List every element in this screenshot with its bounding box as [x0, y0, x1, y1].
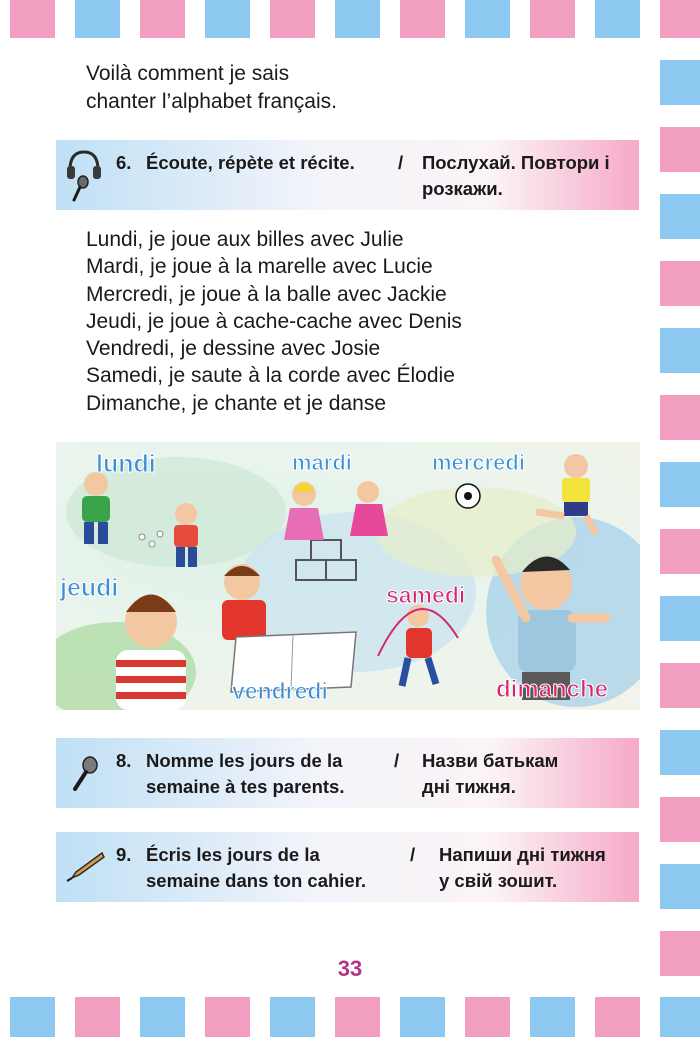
page-number: 33 — [337, 956, 363, 981]
task-6-banner — [56, 140, 639, 210]
border-square — [10, 997, 55, 1037]
microphone-icon — [70, 756, 100, 799]
task-9-instruction-fr-1: Écris les jours de la — [146, 844, 320, 865]
headphones-microphone-icon — [66, 148, 102, 209]
border-square — [660, 395, 700, 440]
label-mercredi: mercredi — [432, 450, 525, 475]
border-square — [270, 997, 315, 1037]
poem-line: Samedi, je saute à la corde avec Élodie — [86, 364, 455, 388]
top-border — [0, 0, 700, 38]
task-9-separator: / — [410, 844, 416, 865]
task-6-number: 6. — [116, 152, 132, 173]
border-square — [205, 997, 250, 1037]
border-square — [660, 730, 700, 775]
pen-icon — [64, 850, 106, 889]
border-square — [660, 797, 700, 842]
border-square — [10, 0, 55, 38]
days-of-week-illustration — [56, 442, 640, 710]
border-square — [75, 997, 120, 1037]
task-6-instruction-ua-1: Послухай. Повтори і — [422, 152, 610, 173]
intro-line-1: Voilà comment je sais — [86, 62, 290, 85]
bottom-border — [0, 997, 700, 1037]
label-mardi: mardi — [292, 450, 352, 475]
border-square — [465, 0, 510, 38]
border-square — [660, 60, 700, 105]
border-square — [75, 0, 120, 38]
illustration-scene — [56, 442, 640, 710]
task-9-instruction-ua-2: у свій зошит. — [439, 870, 558, 891]
border-square — [660, 997, 700, 1037]
border-square — [595, 997, 640, 1037]
task-8-instruction-ua-2: дні тижня. — [422, 776, 516, 797]
label-jeudi: jeudi — [60, 574, 119, 602]
task-9-number: 9. — [116, 844, 132, 865]
task-6-instruction-fr: Écoute, répète et récite. — [146, 152, 355, 173]
border-square — [660, 0, 700, 38]
border-square — [660, 194, 700, 239]
poem-line: Jeudi, je joue à cache-cache avec Denis — [86, 309, 462, 333]
soccer-ball — [456, 484, 480, 508]
border-square — [660, 663, 700, 708]
border-square — [660, 596, 700, 641]
poem-line: Dimanche, je chante et je danse — [86, 391, 387, 415]
task-9-instruction-ua-1: Напиши дні тижня — [439, 844, 606, 865]
border-square — [660, 529, 700, 574]
task-9-banner — [56, 832, 639, 902]
border-square — [530, 997, 575, 1037]
task-8-instruction-fr-1: Nomme les jours de la — [146, 750, 343, 771]
right-border — [660, 60, 700, 985]
task-8-banner — [56, 738, 639, 808]
task-8-separator: / — [394, 750, 400, 771]
border-square — [660, 127, 700, 172]
poem-line: Mardi, je joue à la marelle avec Lucie — [86, 255, 433, 279]
border-square — [335, 997, 380, 1037]
intro-line-2: chanter l’alphabet français. — [86, 90, 337, 113]
border-square — [660, 462, 700, 507]
poem — [86, 226, 566, 417]
task-8-instruction-ua-1: Назви батькам — [422, 750, 559, 771]
task-6-instruction-ua-2: розкажи. — [422, 178, 503, 199]
border-square — [335, 0, 380, 38]
label-vendredi: vendredi — [232, 678, 328, 704]
task-8-number: 8. — [116, 750, 132, 771]
poem-line: Mercredi, je joue à la balle avec Jackie — [86, 282, 447, 306]
task-8-instruction-fr-2: semaine à tes parents. — [146, 776, 345, 797]
task-6-separator: / — [398, 152, 404, 173]
label-samedi: samedi — [386, 582, 466, 608]
border-square — [660, 328, 700, 373]
border-square — [595, 0, 640, 38]
label-dimanche: dimanche — [496, 676, 609, 703]
border-square — [660, 864, 700, 909]
border-square — [400, 0, 445, 38]
poem-line: Vendredi, je dessine avec Josie — [86, 337, 381, 361]
border-square — [270, 0, 315, 38]
border-square — [400, 997, 445, 1037]
poem-line: Lundi, je joue aux billes avec Julie — [86, 228, 404, 251]
border-square — [530, 0, 575, 38]
task-9-instruction-fr-2: semaine dans ton cahier. — [146, 870, 367, 891]
border-square — [140, 0, 185, 38]
intro-text — [86, 60, 486, 116]
border-square — [660, 261, 700, 306]
border-square — [140, 997, 185, 1037]
border-square — [205, 0, 250, 38]
border-square — [465, 997, 510, 1037]
label-lundi: lundi — [96, 450, 156, 478]
boy-hiding-figure — [116, 595, 186, 711]
